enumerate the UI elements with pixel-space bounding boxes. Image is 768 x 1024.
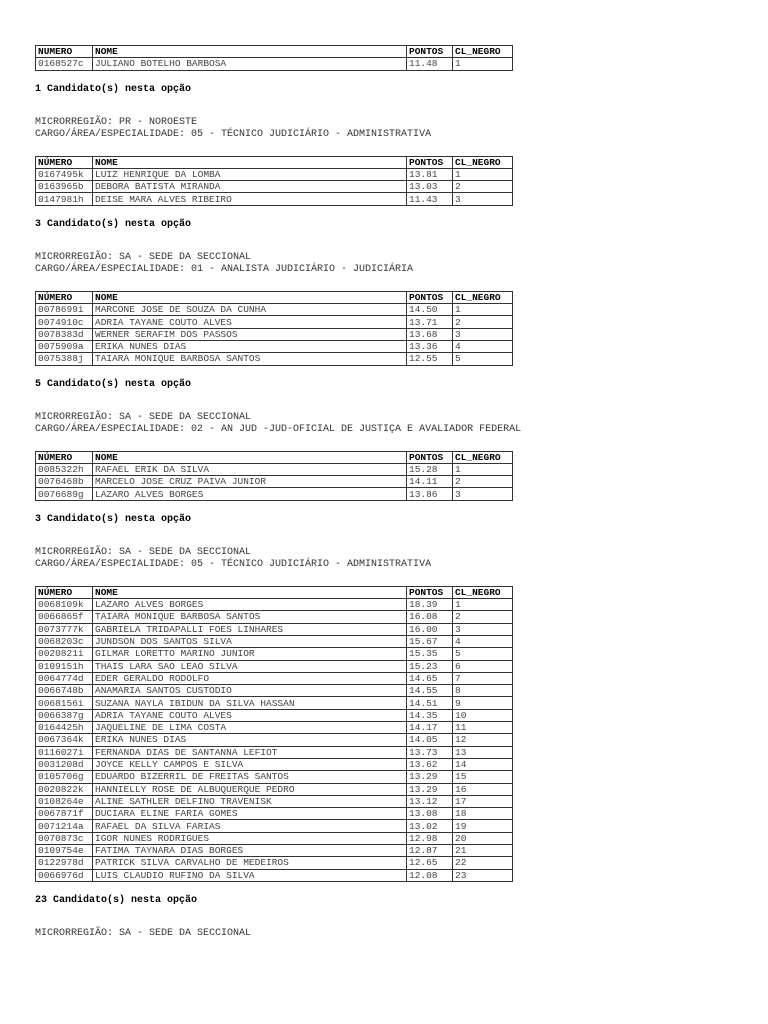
cell-numero: 0105706g xyxy=(36,771,93,783)
column-header-cl-negro: CL_NEGRO xyxy=(453,586,513,598)
table-row xyxy=(36,844,513,856)
cell-nome: GABRIELA TRIDAPALLI FOES LINHARES xyxy=(93,623,407,635)
cell-cl-negro: 23 xyxy=(453,869,513,881)
cell-pontos: 14.35 xyxy=(407,709,453,721)
cell-nome: EDER GERALDO RODOLFO xyxy=(93,672,407,684)
cell-pontos: 14.50 xyxy=(407,304,453,316)
cell-cl-negro: 1 xyxy=(453,304,513,316)
table-row xyxy=(36,685,513,697)
cell-pontos: 14.65 xyxy=(407,672,453,684)
cell-nome: EDUARDO BIZERRIL DE FREITAS SANTOS xyxy=(93,771,407,783)
cell-pontos: 13.71 xyxy=(407,316,453,328)
cell-cl-negro: 5 xyxy=(453,353,513,365)
cell-cl-negro: 7 xyxy=(453,672,513,684)
cell-pontos: 13.29 xyxy=(407,783,453,795)
cell-cl-negro: 3 xyxy=(453,193,513,205)
cell-numero: 0076689g xyxy=(36,488,93,500)
cell-nome: ADRIA TAYANE COUTO ALVES xyxy=(93,709,407,721)
cell-nome: LAZARO ALVES BORGES xyxy=(93,599,407,611)
cell-numero: 0116027i xyxy=(36,746,93,758)
table-row xyxy=(36,476,513,488)
cargo-label: CARGO/ÁREA/ESPECIALIDADE: 02 - AN JUD -JUD-OFICIAL DE JUSTIÇA E AVALIADOR FEDERAL xyxy=(35,424,522,436)
cell-nome: RAFAEL DA SILVA FARIAS xyxy=(93,820,407,832)
table-row xyxy=(36,328,513,340)
document-page xyxy=(35,45,735,940)
table-row xyxy=(36,771,513,783)
cell-numero: 0020822k xyxy=(36,783,93,795)
table-row xyxy=(36,709,513,721)
table-row xyxy=(36,599,513,611)
cell-numero: 0067871f xyxy=(36,808,93,820)
table-header-row xyxy=(36,451,513,463)
cell-pontos: 15.23 xyxy=(407,660,453,672)
column-header-numero: NUMERO xyxy=(36,46,93,58)
cell-cl-negro: 18 xyxy=(453,808,513,820)
cell-nome: RAFAEL ERIK DA SILVA xyxy=(93,463,407,475)
cargo-label: CARGO/ÁREA/ESPECIALIDADE: 05 - TÉCNICO JUDICIÁRIO - ADMINISTRATIVA xyxy=(35,559,432,571)
column-header-numero: NÚMERO xyxy=(36,451,93,463)
results-table xyxy=(35,451,513,501)
table-row xyxy=(36,832,513,844)
cell-nome: IGOR NUNES RODRIGUES xyxy=(93,832,407,844)
cell-cl-negro: 21 xyxy=(453,844,513,856)
cell-numero: 0071214a xyxy=(36,820,93,832)
cell-cl-negro: 12 xyxy=(453,734,513,746)
cell-pontos: 13.03 xyxy=(407,181,453,193)
candidate-count: 1 Candidato(s) nesta opção xyxy=(35,83,192,95)
cell-cl-negro: 10 xyxy=(453,709,513,721)
cell-cl-negro: 17 xyxy=(453,795,513,807)
cell-nome: MARCELO JOSE CRUZ PAIVA JUNIOR xyxy=(93,476,407,488)
results-table-initial xyxy=(35,45,513,71)
cell-pontos: 14.17 xyxy=(407,722,453,734)
cell-numero: 0068156i xyxy=(36,697,93,709)
cell-numero: 0168527c xyxy=(36,58,93,70)
cell-nome: THAIS LARA SAO LEAO SILVA xyxy=(93,660,407,672)
table-row xyxy=(36,734,513,746)
cell-nome: ERIKA NUNES DIAS xyxy=(93,734,407,746)
cell-cl-negro: 20 xyxy=(453,832,513,844)
column-header-pontos: PONTOS xyxy=(407,586,453,598)
column-header-nome: NOME xyxy=(93,156,407,168)
cell-numero: 0068109k xyxy=(36,599,93,611)
cell-pontos: 13.81 xyxy=(407,168,453,180)
cell-pontos: 15.28 xyxy=(407,463,453,475)
cell-pontos: 13.36 xyxy=(407,340,453,352)
cell-numero: 0075909a xyxy=(36,340,93,352)
cell-nome: ANAMARIA SANTOS CUSTODIO xyxy=(93,685,407,697)
cell-pontos: 13.08 xyxy=(407,808,453,820)
cell-cl-negro: 1 xyxy=(453,58,513,70)
cell-nome: FATIMA TAYNARA DIAS BORGES xyxy=(93,844,407,856)
cell-numero: 0074910c xyxy=(36,316,93,328)
section-header xyxy=(35,117,735,142)
results-table xyxy=(35,291,513,366)
table-row xyxy=(36,181,513,193)
cell-nome: ADRIA TAYANE COUTO ALVES xyxy=(93,316,407,328)
cell-cl-negro: 2 xyxy=(453,611,513,623)
cell-numero: 0067364k xyxy=(36,734,93,746)
cell-numero: 0147981h xyxy=(36,193,93,205)
cell-cl-negro: 11 xyxy=(453,722,513,734)
table-row xyxy=(36,648,513,660)
cell-cl-negro: 2 xyxy=(453,181,513,193)
cell-pontos: 15.35 xyxy=(407,648,453,660)
cell-pontos: 16.00 xyxy=(407,623,453,635)
table-header-row xyxy=(36,46,513,58)
column-header-nome: NOME xyxy=(93,451,407,463)
section-header xyxy=(35,547,735,572)
cell-cl-negro: 19 xyxy=(453,820,513,832)
cell-numero: 0109754e xyxy=(36,844,93,856)
cell-pontos: 11.43 xyxy=(407,193,453,205)
column-header-pontos: PONTOS xyxy=(407,46,453,58)
cell-cl-negro: 9 xyxy=(453,697,513,709)
table-row xyxy=(36,340,513,352)
column-header-nome: NOME xyxy=(93,291,407,303)
cell-cl-negro: 3 xyxy=(453,328,513,340)
cell-cl-negro: 22 xyxy=(453,857,513,869)
cell-cl-negro: 3 xyxy=(453,623,513,635)
column-header-pontos: PONTOS xyxy=(407,156,453,168)
table-row xyxy=(36,697,513,709)
cell-cl-negro: 2 xyxy=(453,476,513,488)
cell-cl-negro: 4 xyxy=(453,635,513,647)
cell-nome: ERIKA NUNES DIAS xyxy=(93,340,407,352)
cell-pontos: 14.11 xyxy=(407,476,453,488)
table-row xyxy=(36,758,513,770)
cargo-label: CARGO/ÁREA/ESPECIALIDADE: 01 - ANALISTA JUDICIÁRIO - JUDICIÁRIA xyxy=(35,264,414,276)
cell-nome: SUZANA NAYLA IBIDUN DA SILVA HASSAN xyxy=(93,697,407,709)
cell-numero: 0066865f xyxy=(36,611,93,623)
cell-pontos: 12.55 xyxy=(407,353,453,365)
microrregiao-label: MICRORREGIÃO: SA - SEDE DA SECCIONAL xyxy=(35,251,252,263)
cell-numero: 0122978d xyxy=(36,857,93,869)
table-row xyxy=(36,660,513,672)
cell-pontos: 13.62 xyxy=(407,758,453,770)
cell-pontos: 13.12 xyxy=(407,795,453,807)
table-row xyxy=(36,488,513,500)
cell-nome: DEISE MARA ALVES RIBEIRO xyxy=(93,193,407,205)
cell-cl-negro: 1 xyxy=(453,463,513,475)
cargo-label: CARGO/ÁREA/ESPECIALIDADE: 05 - TÉCNICO JUDICIÁRIO - ADMINISTRATIVA xyxy=(35,129,432,141)
table-header-row xyxy=(36,291,513,303)
cell-nome: PATRICK SILVA CARVALHO DE MEDEIROS xyxy=(93,857,407,869)
column-header-nome: NOME xyxy=(93,46,407,58)
table-row xyxy=(36,353,513,365)
table-row xyxy=(36,168,513,180)
cell-nome: JULIANO BOTELHO BARBOSA xyxy=(93,58,407,70)
table-row xyxy=(36,193,513,205)
table-row xyxy=(36,820,513,832)
cell-pontos: 12.08 xyxy=(407,869,453,881)
cell-nome: DEBORA BATISTA MIRANDA xyxy=(93,181,407,193)
table-row xyxy=(36,58,513,70)
cell-numero: 0064774d xyxy=(36,672,93,684)
table-row xyxy=(36,857,513,869)
table-row xyxy=(36,783,513,795)
results-table xyxy=(35,586,513,882)
column-header-pontos: PONTOS xyxy=(407,291,453,303)
cell-cl-negro: 8 xyxy=(453,685,513,697)
column-header-cl-negro: CL_NEGRO xyxy=(453,451,513,463)
cell-pontos: 18.39 xyxy=(407,599,453,611)
cell-cl-negro: 1 xyxy=(453,168,513,180)
cell-numero: 0075388j xyxy=(36,353,93,365)
microrregiao-label: MICRORREGIÃO: SA - SEDE DA SECCIONAL xyxy=(35,546,252,558)
cell-cl-negro: 4 xyxy=(453,340,513,352)
cell-numero: 0073777k xyxy=(36,623,93,635)
cell-pontos: 15.67 xyxy=(407,635,453,647)
cell-pontos: 13.02 xyxy=(407,820,453,832)
cell-cl-negro: 2 xyxy=(453,316,513,328)
cell-cl-negro: 13 xyxy=(453,746,513,758)
cell-nome: JUNDSON DOS SANTOS SILVA xyxy=(93,635,407,647)
table-row xyxy=(36,623,513,635)
cell-numero: 0066976d xyxy=(36,869,93,881)
table-row xyxy=(36,672,513,684)
column-header-numero: NÚMERO xyxy=(36,156,93,168)
microrregiao-label: MICRORREGIÃO: SA - SEDE DA SECCIONAL xyxy=(35,927,252,939)
cell-nome: JOYCE KELLY CAMPOS E SILVA xyxy=(93,758,407,770)
table-row xyxy=(36,795,513,807)
candidate-count: 23 Candidato(s) nesta opção xyxy=(35,894,198,906)
table-row xyxy=(36,316,513,328)
cell-numero: 0164425h xyxy=(36,722,93,734)
table-row xyxy=(36,635,513,647)
cell-cl-negro: 16 xyxy=(453,783,513,795)
cell-numero: 0085322h xyxy=(36,463,93,475)
cell-nome: MARCONE JOSE DE SOUZA DA CUNHA xyxy=(93,304,407,316)
cell-nome: LUIS CLAUDIO RUFINO DA SILVA xyxy=(93,869,407,881)
cell-pontos: 13.68 xyxy=(407,328,453,340)
cell-numero: 0031208d xyxy=(36,758,93,770)
cell-numero: 0066748b xyxy=(36,685,93,697)
section-header xyxy=(35,928,735,941)
cell-pontos: 13.73 xyxy=(407,746,453,758)
cell-numero: 0020821i xyxy=(36,648,93,660)
cell-cl-negro: 14 xyxy=(453,758,513,770)
cell-nome: FERNANDA DIAS DE SANTANNA LEFIOT xyxy=(93,746,407,758)
cell-pontos: 14.51 xyxy=(407,697,453,709)
column-header-numero: NÚMERO xyxy=(36,586,93,598)
microrregiao-label: MICRORREGIÃO: SA - SEDE DA SECCIONAL xyxy=(35,411,252,423)
table-header-row xyxy=(36,586,513,598)
cell-nome: DUCIARA ELINE FARIA GOMES xyxy=(93,808,407,820)
microrregiao-label: MICRORREGIÃO: PR - NOROESTE xyxy=(35,116,198,128)
section-header xyxy=(35,412,735,437)
cell-nome: ALINE SATHLER DELFINO TRAVENISK xyxy=(93,795,407,807)
column-header-pontos: PONTOS xyxy=(407,451,453,463)
cell-numero: 0109151h xyxy=(36,660,93,672)
cell-nome: HANNIELLY ROSE DE ALBUQUERQUE PEDRO xyxy=(93,783,407,795)
table-row xyxy=(36,746,513,758)
cell-pontos: 16.08 xyxy=(407,611,453,623)
cell-pontos: 11.48 xyxy=(407,58,453,70)
cell-numero: 0068203c xyxy=(36,635,93,647)
column-header-cl-negro: CL_NEGRO xyxy=(453,156,513,168)
candidate-count: 3 Candidato(s) nesta opção xyxy=(35,218,192,230)
column-header-cl-negro: CL_NEGRO xyxy=(453,291,513,303)
table-row xyxy=(36,463,513,475)
candidate-count: 5 Candidato(s) nesta opção xyxy=(35,378,192,390)
table-header-row xyxy=(36,156,513,168)
cell-nome: TAIARA MONIQUE BARBOSA SANTOS xyxy=(93,353,407,365)
cell-nome: TAIARA MONIQUE BARBOSA SANTOS xyxy=(93,611,407,623)
cell-nome: GILMAR LORETTO MARINO JUNIOR xyxy=(93,648,407,660)
column-header-numero: NÚMERO xyxy=(36,291,93,303)
results-table xyxy=(35,156,513,206)
cell-numero: 0163965b xyxy=(36,181,93,193)
cell-pontos: 12.87 xyxy=(407,844,453,856)
cell-cl-negro: 5 xyxy=(453,648,513,660)
table-row xyxy=(36,808,513,820)
table-row xyxy=(36,722,513,734)
cell-numero: 0167495k xyxy=(36,168,93,180)
cell-nome: WERNER SERAFIM DOS PASSOS xyxy=(93,328,407,340)
cell-cl-negro: 3 xyxy=(453,488,513,500)
cell-pontos: 12.65 xyxy=(407,857,453,869)
cell-cl-negro: 6 xyxy=(453,660,513,672)
table-row xyxy=(36,304,513,316)
table-row xyxy=(36,611,513,623)
section-header xyxy=(35,252,735,277)
column-header-nome: NOME xyxy=(93,586,407,598)
cell-cl-negro: 15 xyxy=(453,771,513,783)
cell-nome: JAQUELINE DE LIMA COSTA xyxy=(93,722,407,734)
column-header-cl-negro: CL_NEGRO xyxy=(453,46,513,58)
cell-pontos: 14.05 xyxy=(407,734,453,746)
candidate-count: 3 Candidato(s) nesta opção xyxy=(35,513,192,525)
sections-container xyxy=(35,117,735,907)
cell-nome: LUIZ HENRIQUE DA LOMBA xyxy=(93,168,407,180)
cell-numero: 0108264e xyxy=(36,795,93,807)
cell-numero: 0066387g xyxy=(36,709,93,721)
cell-numero: 0076468b xyxy=(36,476,93,488)
table-row xyxy=(36,869,513,881)
cell-cl-negro: 1 xyxy=(453,599,513,611)
cell-nome: LAZARO ALVES BORGES xyxy=(93,488,407,500)
cell-numero: 0078383d xyxy=(36,328,93,340)
cell-numero: 0078699i xyxy=(36,304,93,316)
cell-numero: 0070873c xyxy=(36,832,93,844)
cell-pontos: 12.98 xyxy=(407,832,453,844)
cell-pontos: 14.55 xyxy=(407,685,453,697)
cell-pontos: 13.29 xyxy=(407,771,453,783)
cell-pontos: 13.86 xyxy=(407,488,453,500)
